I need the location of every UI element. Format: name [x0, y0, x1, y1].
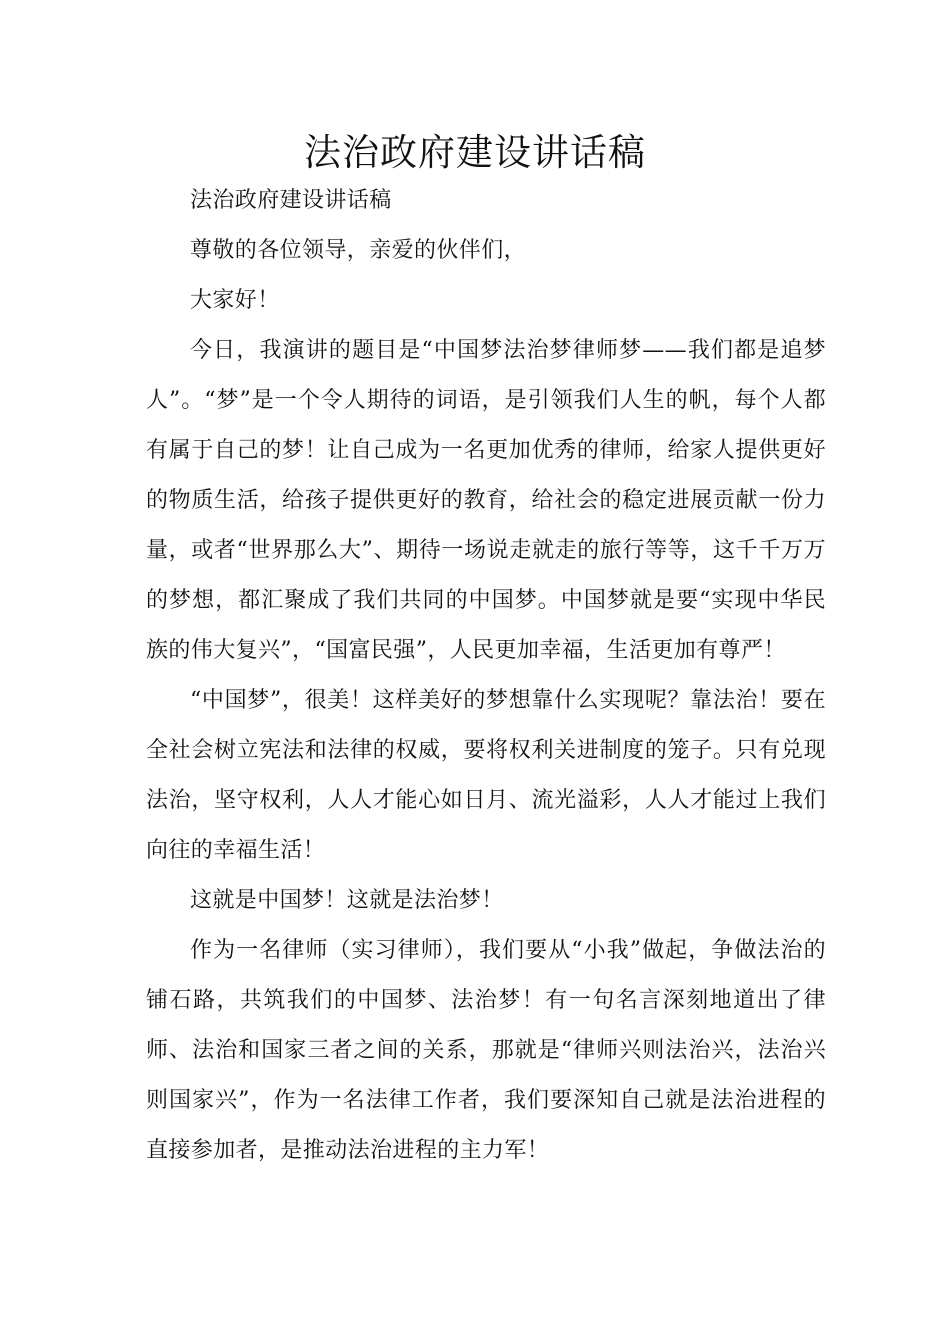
paragraph-intro: 今日，我演讲的题目是“中国梦法治梦律师梦——我们都是追梦人”。“梦”是一个令人期待的词语，是引领我们人生的帆，每个人都有属于自己的梦！让自己成为一名更加优秀的律师，给家人提供更好的物质生活，给孩子提供更好的教育，给社会的稳定进展贡献一份力量，或者“世界那么大”、期待一场说走就走的旅行等等，这千千万万的梦想，都汇聚成了我们共同的中国梦。中国梦就是要“实现中华民族的伟大复兴”，“国富民强”，人民更加幸福，生活更加有尊严！	[146, 338, 826, 663]
paragraph-subtitle: 法治政府建设讲话稿	[190, 188, 392, 213]
paragraph-salutation: 尊敬的各位领导，亲爱的伙伴们，	[190, 238, 527, 263]
paragraph-greeting: 大家好！	[190, 288, 280, 313]
paragraph-rule-of-law: “中国梦”，很美！这样美好的梦想靠什么实现呢？靠法治！要在全社会树立宪法和法律的权威，要将权利关进制度的笼子。只有兑现法治，坚守权利，人人才能心如日月、流光溢彩，人人才能过上我们向往的幸福生活！	[146, 688, 826, 863]
paragraph-exclamation: 这就是中国梦！这就是法治梦！	[190, 888, 504, 913]
paragraph-lawyer-role: 作为一名律师（实习律师），我们要从“小我”做起，争做法治的铺石路，共筑我们的中国梦、法治梦！有一句名言深刻地道出了律师、法治和国家三者之间的关系，那就是“律师兴则法治兴，法治兴则国家兴”，作为一名法律工作者，我们要深知自己就是法治进程的直接参加者，是推动法治进程的主力军！	[146, 938, 826, 1163]
document-body	[146, 176, 826, 1176]
document-title: 法治政府建设讲话稿	[304, 131, 646, 174]
